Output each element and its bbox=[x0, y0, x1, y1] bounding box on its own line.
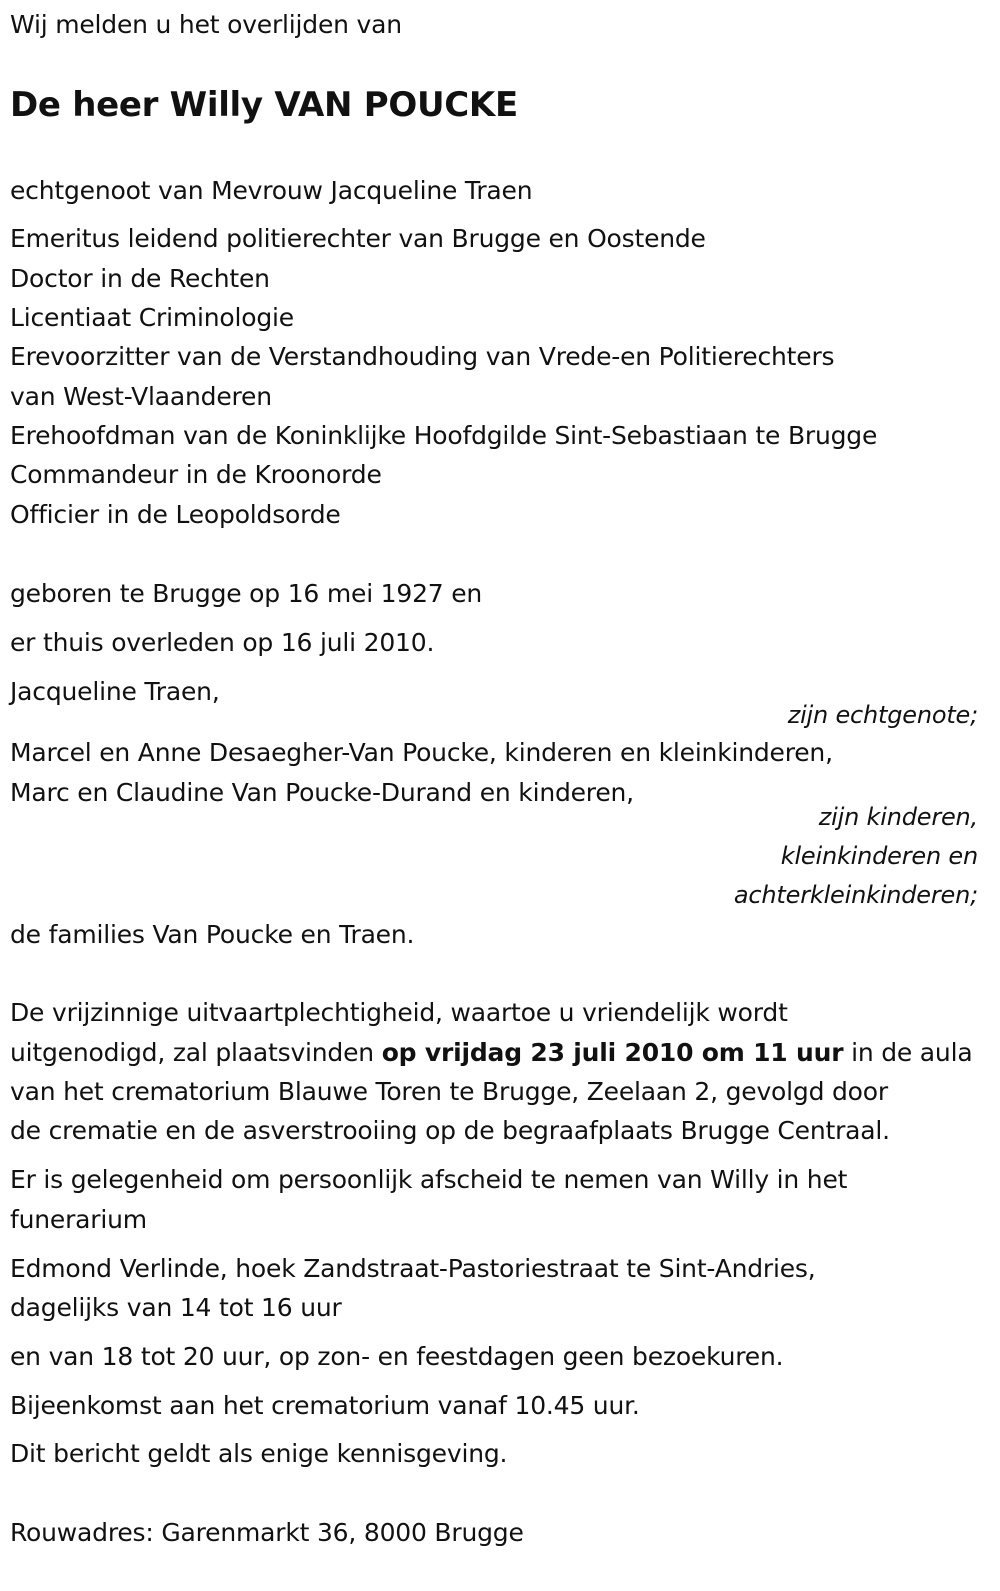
spouse-role: zijn echtgenote; bbox=[787, 701, 978, 729]
child-family: Marc en Claudine Van Poucke-Durand en kinderen, bbox=[10, 778, 634, 807]
deceased-name-heading: De heer Willy VAN POUCKE bbox=[10, 85, 518, 125]
farewell-line: Er is gelegenheid om persoonlijk afscheid te nemen van Willy in het bbox=[10, 1165, 848, 1194]
address-line: Rouwadres: Garenmarkt 36, 8000 Brugge bbox=[10, 1518, 524, 1547]
title-item: Officier in de Leopoldsorde bbox=[10, 500, 341, 529]
ceremony-text: uitgenodigd, zal plaatsvinden bbox=[10, 1038, 382, 1067]
children-role: achterkleinkinderen; bbox=[733, 881, 978, 909]
children-role: zijn kinderen, bbox=[818, 803, 978, 831]
title-item: Licentiaat Criminologie bbox=[10, 303, 294, 332]
title-item: Emeritus leidend politierechter van Brugge en Oostende bbox=[10, 224, 706, 253]
ceremony-line bbox=[10, 1038, 972, 1068]
notice-line: Dit bericht geldt als enige kennisgeving. bbox=[10, 1439, 508, 1468]
title-item: Commandeur in de Kroonorde bbox=[10, 460, 382, 489]
ceremony-line: van het crematorium Blauwe Toren te Brugge, Zeelaan 2, gevolgd door bbox=[10, 1077, 888, 1106]
ceremony-line: De vrijzinnige uitvaartplechtigheid, waartoe u vriendelijk wordt bbox=[10, 998, 788, 1027]
birth-line: geboren te Brugge op 16 mei 1927 en bbox=[10, 579, 483, 608]
ceremony-text: in de aula bbox=[843, 1038, 973, 1067]
title-item: Erehoofdman van de Koninklijke Hoofdgilde Sint-Sebastiaan te Brugge bbox=[10, 421, 878, 450]
title-item: van West-Vlaanderen bbox=[10, 382, 272, 411]
farewell-line: en van 18 tot 20 uur, op zon- en feestdagen geen bezoekuren. bbox=[10, 1342, 784, 1371]
title-item: Doctor in de Rechten bbox=[10, 264, 270, 293]
children-role: kleinkinderen en bbox=[780, 842, 978, 870]
gathering-line: Bijeenkomst aan het crematorium vanaf 10.45 uur. bbox=[10, 1391, 640, 1420]
families-line: de families Van Poucke en Traen. bbox=[10, 920, 415, 949]
spouse-line: echtgenoot van Mevrouw Jacqueline Traen bbox=[10, 176, 533, 205]
farewell-line: dagelijks van 14 tot 16 uur bbox=[10, 1293, 342, 1322]
ceremony-line: de crematie en de asverstrooiing op de begraafplaats Brugge Centraal. bbox=[10, 1116, 890, 1145]
death-line: er thuis overleden op 16 juli 2010. bbox=[10, 628, 435, 657]
child-family: Marcel en Anne Desaegher-Van Poucke, kinderen en kleinkinderen, bbox=[10, 738, 833, 767]
spouse-name: Jacqueline Traen, bbox=[10, 677, 220, 706]
farewell-line: Edmond Verlinde, hoek Zandstraat-Pastoriestraat te Sint-Andries, bbox=[10, 1254, 816, 1283]
intro-text: Wij melden u het overlijden van bbox=[10, 10, 402, 39]
ceremony-date-time: op vrijdag 23 juli 2010 om 11 uur bbox=[381, 1038, 844, 1067]
title-item: Erevoorzitter van de Verstandhouding van Vrede-en Politierechters bbox=[10, 342, 835, 371]
farewell-line: funerarium bbox=[10, 1205, 147, 1234]
